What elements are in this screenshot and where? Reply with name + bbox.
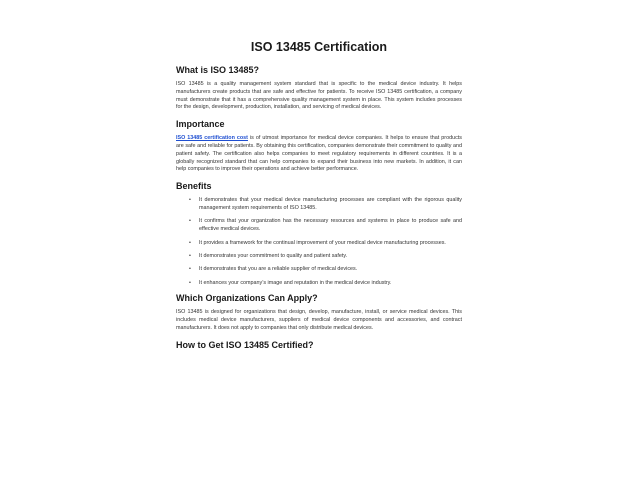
list-item bbox=[176, 253, 462, 261]
section-heading-how: How to Get ISO 13485 Certified? bbox=[176, 339, 314, 350]
list-item bbox=[176, 240, 462, 248]
benefit-text: It provides a framework for the continual improvement of your medical device manufacturing processes. bbox=[199, 239, 446, 246]
benefit-text: It enhances your company’s image and reputation in the medical device industry. bbox=[199, 279, 392, 286]
section-body-importance bbox=[176, 135, 462, 174]
bullet-icon: • bbox=[189, 266, 191, 273]
section-body-what: ISO 13485 is a quality management system standard that is specific to the medical device industry. It helps manufacturers create products that are safe and effective for patients. To receive ISO 13485 certification, a company must demonstrate that it has a comprehensive quality management system in place. This system includes processes for the design, development, production, installation, and servicing of medical devices. bbox=[176, 81, 462, 111]
benefit-text: It confirms that your organization has the necessary resources and systems in place to produce safe and effective medical devices. bbox=[199, 218, 462, 233]
certification-cost-link[interactable]: ISO 13485 certification cost bbox=[176, 135, 248, 142]
list-item bbox=[176, 197, 462, 213]
bullet-icon: • bbox=[189, 197, 191, 204]
list-item bbox=[176, 218, 462, 234]
list-item bbox=[176, 280, 462, 288]
bullet-icon: • bbox=[189, 218, 191, 225]
benefit-text: It demonstrates your commitment to quality and patient safety. bbox=[199, 252, 348, 259]
section-heading-who: Which Organizations Can Apply? bbox=[176, 293, 318, 304]
list-item bbox=[176, 266, 462, 274]
importance-body-text: is of utmost importance for medical device companies. It helps to ensure that products are safe and reliable for patients. By obtaining this certification, companies demonstrate their commitment to quality and patient safety. The certification also helps companies to meet regulatory requirements in different countries. It is a globally recognized standard that can help companies to expand their business into new markets. In addition, it can help companies to improve their operations and achieve better performance. bbox=[176, 135, 462, 173]
benefit-text: It demonstrates that your medical device manufacturing processes are compliant with the rigorous quality management system requirements of ISO 13485. bbox=[199, 197, 462, 211]
page-title: ISO 13485 Certification bbox=[250, 40, 388, 54]
section-body-who: ISO 13485 is designed for organizations that design, develop, manufacture, install, or service medical devices. This includes medical device manufacturers, suppliers of medical device components and accessories, and contract manufacturers. It does not apply to companies that only distribute medical devices. bbox=[176, 309, 462, 331]
bullet-icon: • bbox=[189, 279, 191, 286]
bullet-icon: • bbox=[189, 252, 191, 259]
bullet-icon: • bbox=[189, 239, 191, 246]
document-content bbox=[176, 40, 462, 356]
section-heading-importance: Importance bbox=[176, 119, 225, 130]
section-heading-benefits: Benefits bbox=[176, 181, 212, 192]
benefit-text: It demonstrates that you are a reliable supplier of medical devices. bbox=[199, 266, 358, 273]
section-heading-what: What is ISO 13485? bbox=[176, 65, 260, 75]
benefits-list bbox=[176, 197, 462, 287]
